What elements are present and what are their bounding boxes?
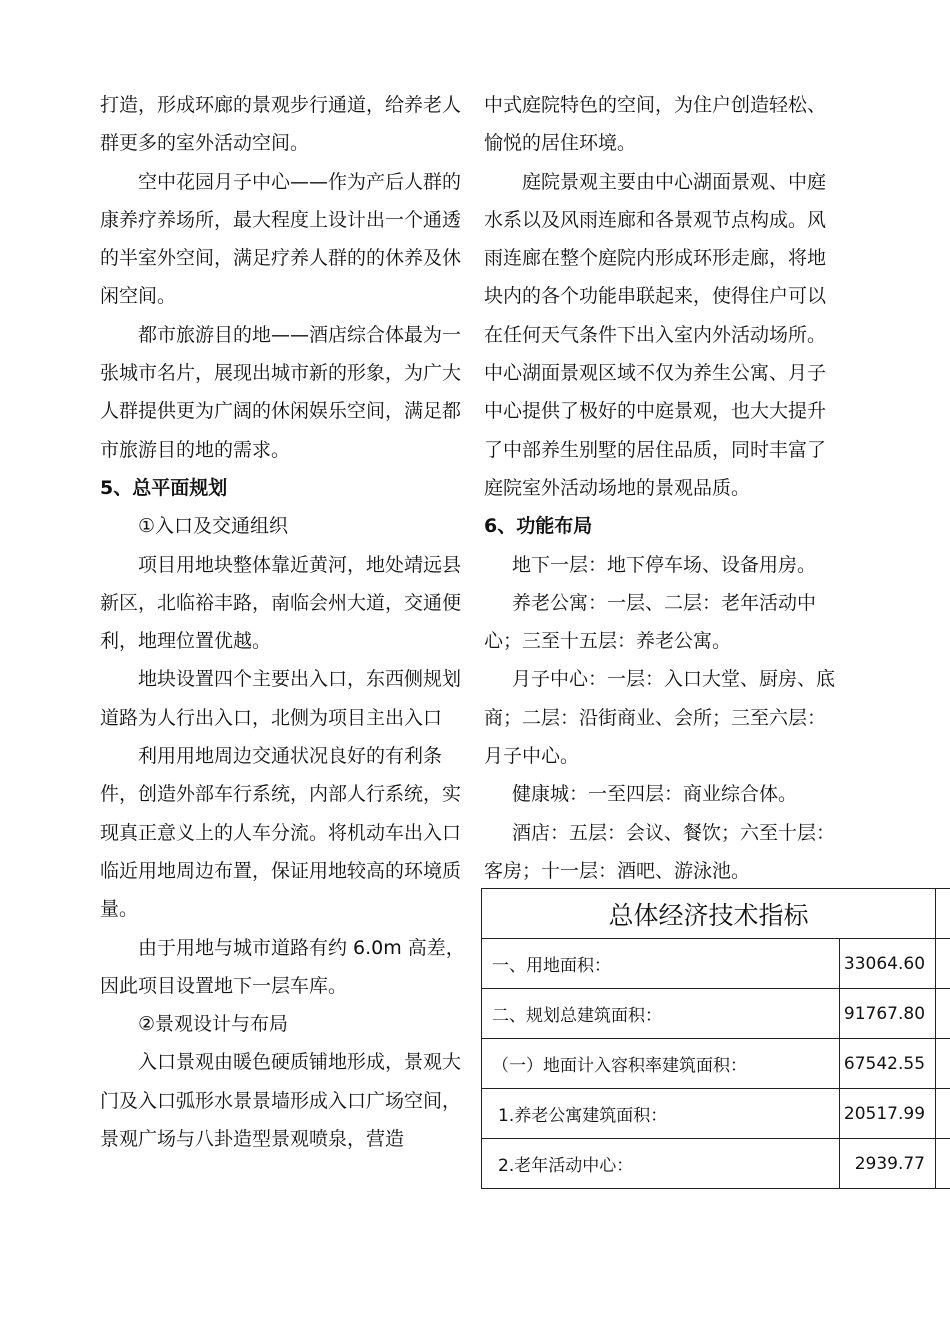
paragraph: 入口景观由暖色硬质铺地形成，景观大门及入口弧形水景景墙形成入口广场空间，景观广场与八卦造型景观喷泉，营造: [100, 1051, 462, 1151]
subheading-entrance: ①入口及交通组织: [138, 515, 289, 538]
table-row-label: （一）地面计入容积率建筑面积：: [482, 1039, 840, 1089]
table-cell-empty: [936, 889, 950, 939]
table-cell-empty: [936, 1139, 950, 1189]
table-row-value: 67542.55: [840, 1039, 936, 1089]
function-item: 地下一层：地下停车场、设备用房。: [512, 553, 817, 576]
table-row-value: 91767.80: [840, 989, 936, 1039]
left-column: [100, 86, 470, 1158]
paragraph: 打造，形成环廊的景观步行通道，给养老人群更多的室外活动空间。: [100, 94, 462, 155]
section-heading-5: 5、总平面规划: [100, 476, 228, 499]
function-item: 健康城：一至四层：商业综合体。: [512, 783, 798, 806]
table-row-label: 一、用地面积：: [482, 939, 840, 989]
table-row-value: 33064.60: [840, 939, 936, 989]
table-row-label: 1.养老公寓建筑面积：: [482, 1089, 840, 1139]
paragraph: 利用用地周边交通状况良好的有利条件，创造外部车行系统，内部人行系统，实现真正意义上的人车分流。将机动车出入口临近用地周边布置，保证用地较高的环境质量。: [100, 745, 462, 921]
table-row-value: 2939.77: [840, 1139, 936, 1189]
paragraph: 庭院景观主要由中心湖面景观、中庭水系以及风雨连廊和各景观节点构成。风雨连廊在整个庭院内形成环形走廊，将地块内的各个功能串联起来，使得住户可以在任何天气条件下出入室内外活动场所。中心湖面景观区域不仅为养生公寓、月子中心提供了极好的中庭景观，也大大提升了中部养生别墅的居住品质，同时丰富了庭院室外活动场地的景观品质。: [484, 170, 827, 499]
table-title: 总体经济技术指标: [482, 889, 936, 939]
paragraph: 中式庭院特色的空间，为住户创造轻松、愉悦的居住环境。: [484, 94, 827, 155]
right-column: [484, 86, 844, 890]
table-row-label: 二、规划总建筑面积：: [482, 989, 840, 1039]
paragraph: 项目用地块整体靠近黄河，地处靖远县新区，北临裕丰路，南临会州大道，交通便利，地理位置优越。: [100, 553, 462, 653]
section-heading-6: 6、功能布局: [484, 515, 593, 538]
paragraph: 由于用地与城市道路有约 6.0m 高差，因此项目设置地下一层车库。: [100, 936, 465, 997]
table-cell-empty: [936, 1089, 950, 1139]
table-row: [482, 1139, 950, 1189]
subheading-landscape: ②景观设计与布局: [138, 1013, 289, 1036]
table-row-value: 20517.99: [840, 1089, 936, 1139]
table-cell-empty: [936, 1039, 950, 1089]
table-row: [482, 1089, 950, 1139]
table-row: [482, 1039, 950, 1089]
table-title-row: [482, 889, 950, 939]
table-row-label: 2.老年活动中心：: [482, 1139, 840, 1189]
table-cell-empty: [936, 939, 950, 989]
table-cell-empty: [936, 989, 950, 1039]
paragraph: 地块设置四个主要出入口，东西侧规划道路为人行出入口，北侧为项目主出入口: [100, 668, 462, 729]
function-item: 月子中心：一层：入口大堂、厨房、底商；二层：沿街商业、会所；三至六层：月子中心。: [484, 668, 836, 768]
function-item: 酒店：五层：会议、餐饮；六至十层：客房；十一层：酒吧、游泳池。: [484, 821, 836, 882]
economic-indicators-table: [481, 888, 950, 1189]
table-row: [482, 939, 950, 989]
table-row: [482, 989, 950, 1039]
paragraph: 都市旅游目的地——酒店综合体最为一张城市名片，展现出城市新的形象，为广大人群提供更为广阔的休闲娱乐空间，满足都市旅游目的地的需求。: [100, 323, 462, 461]
function-item: 养老公寓：一层、二层：老年活动中心；三至十五层：养老公寓。: [484, 591, 817, 653]
paragraph: 空中花园月子中心——作为产后人群的康养疗养场所，最大程度上设计出一个通透的半室外空间，满足疗养人群的的休养及休闲空间。: [100, 170, 462, 308]
